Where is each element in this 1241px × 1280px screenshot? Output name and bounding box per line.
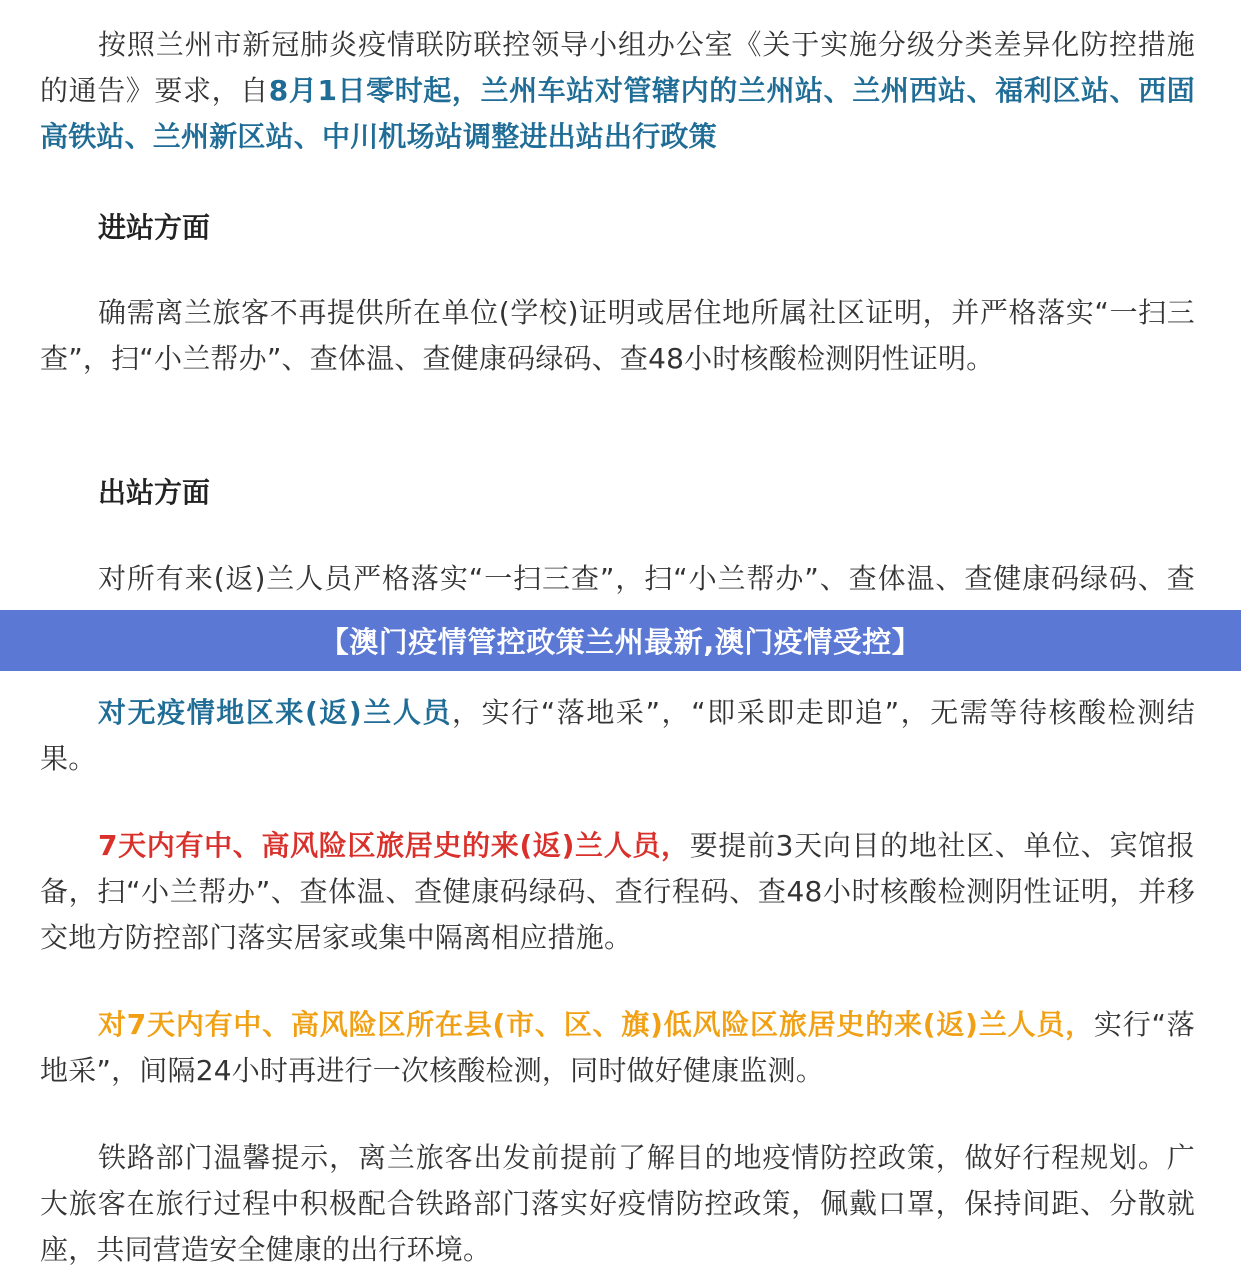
title-banner xyxy=(0,610,1241,671)
risk-area-text: 要提前3天向目的地社区、单位、宾馆报备，扫“小兰帮办”、查体温、查健康码绿码、查行程码、查48小时核酸检测阴性证明，并移交地方防控部门落实居家或集中隔离相应措施。 xyxy=(40,829,1195,954)
no-epidemic-paragraph xyxy=(40,690,1195,782)
intro-emphasis: 8月1日零时起，兰州车站对管辖内的兰州站、兰州西站、福利区站、西固高铁站、兰州新区站、中川机场站调整进出站出行政策 xyxy=(40,74,1195,153)
intro-text: 按照兰州市新冠肺炎疫情联防联控领导小组办公室《关于实施分级分类差异化防控措施的通告》要求，自 xyxy=(40,28,1195,107)
low-risk-emphasis: 对7天内有中、高风险区所在县(市、区、旗)低风险区旅居史的来(返)兰人员， xyxy=(98,1008,1094,1041)
exit-heading: 出站方面 xyxy=(98,476,211,509)
no-epidemic-emphasis: 对无疫情地区来(返)兰人员 xyxy=(98,696,452,729)
banner-title: 【澳门疫情管控政策兰州最新,澳门疫情受控】 xyxy=(319,625,922,659)
low-risk-text: 实行“落地采”，间隔24小时再进行一次核酸检测，同时做好健康监测。 xyxy=(40,1008,1195,1087)
low-risk-paragraph xyxy=(40,1002,1195,1094)
reminder-paragraph: 铁路部门温馨提示，离兰旅客出发前提前了解目的地疫情防控政策，做好行程规划。广大旅客在旅行过程中积极配合铁路部门落实好疫情防控政策，佩戴口罩，保持间距、分散就座，共同营造安全健康的出行环境。 xyxy=(40,1141,1195,1266)
entry-heading: 进站方面 xyxy=(98,211,211,244)
risk-area-paragraph xyxy=(40,823,1195,961)
entry-paragraph: 确需离兰旅客不再提供所在单位(学校)证明或居住地所属社区证明，并严格落实“一扫三查”，扫“小兰帮办”、查体温、查健康码绿码、查48小时核酸检测阴性证明。 xyxy=(40,296,1195,375)
no-epidemic-text: ，实行“落地采”，“即采即走即追”，无需等待核酸检测结果。 xyxy=(40,696,1195,775)
risk-area-emphasis: 7天内有中、高风险区旅居史的来(返)兰人员， xyxy=(98,829,690,862)
exit-paragraph: 对所有来(返)兰人员严格落实“一扫三查”，扫“小兰帮办”、查体温、查健康码绿码、查 xyxy=(98,562,1195,595)
intro-paragraph xyxy=(40,22,1195,160)
